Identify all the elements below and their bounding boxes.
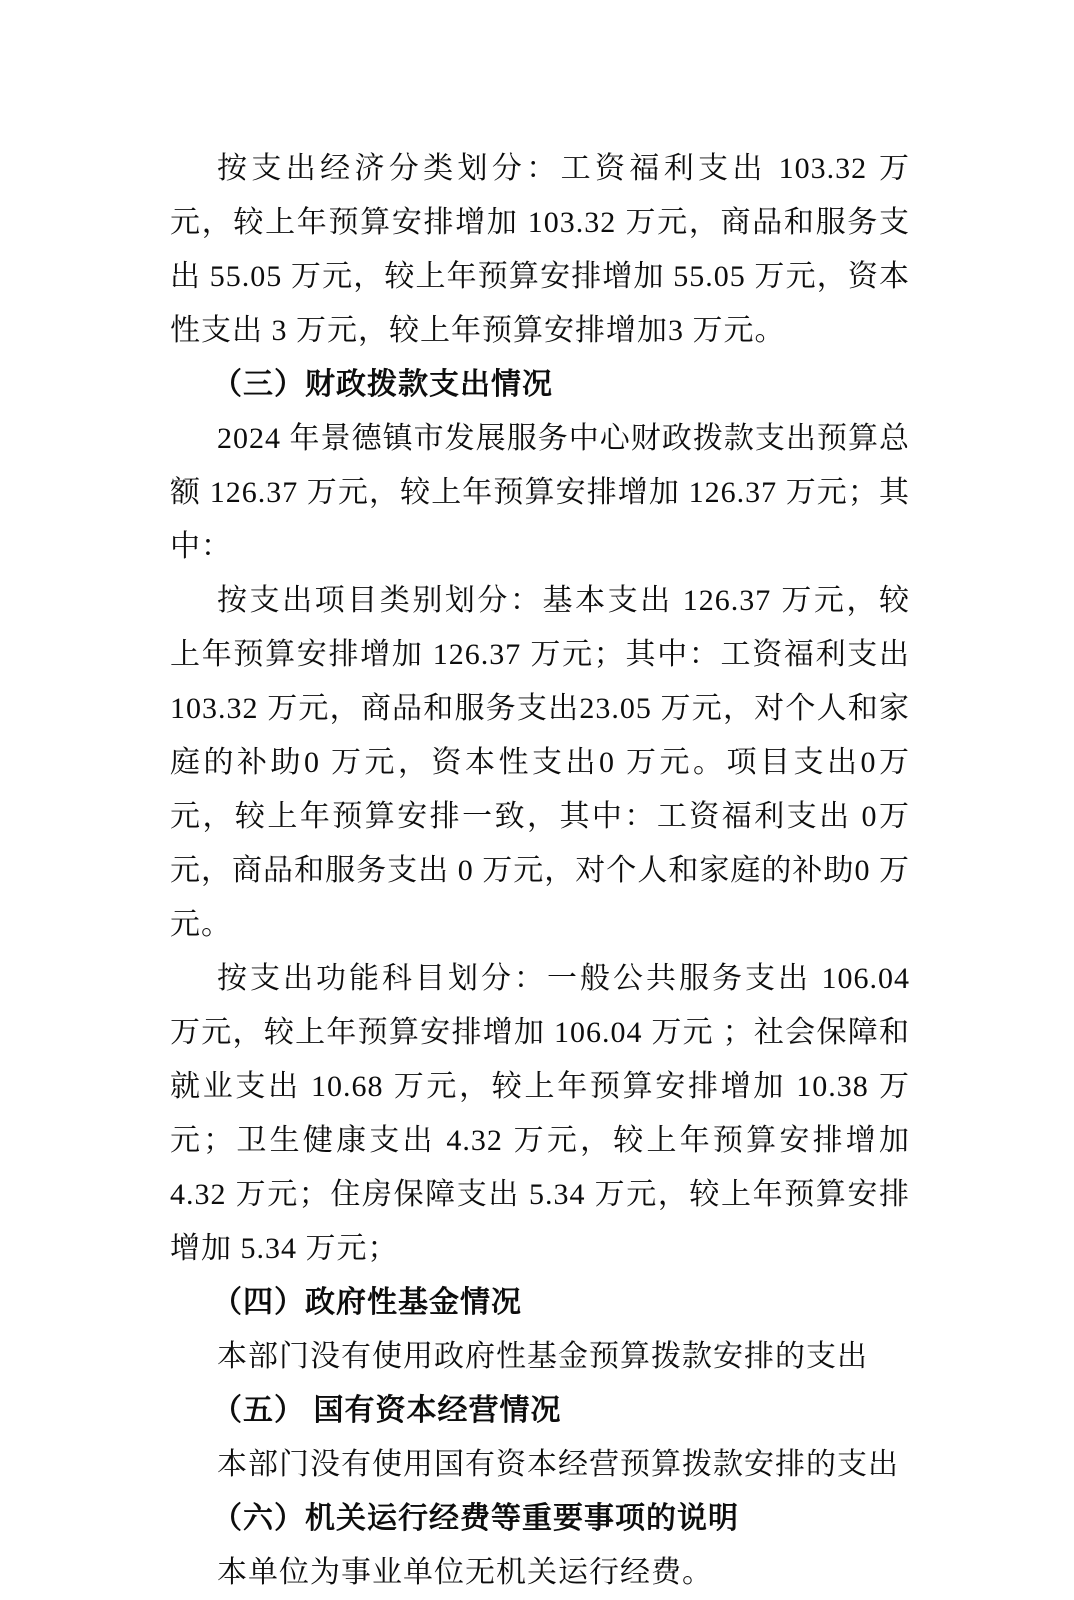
paragraph-expenditure-by-project-category: 按支出项目类别划分：基本支出 126.37 万元，较上年预算安排增加 126.37 万元；其中：工资福利支出 103.32 万元，商品和服务支出23.05 万元，对个人和家庭的补助0 万元，资本性支出0 万元。项目支出0万元，较上年预算安排一致，其中：工资福利支出 0万元，商品和服务支出 0 万元，对个人和家庭的补助0 万元。: [170, 584, 910, 941]
paragraph-state-capital-statement: 本部门没有使用国有资本经营预算拨款安排的支出: [217, 1448, 899, 1481]
section-heading-3-fiscal-appropriation-expenditure: （三）财政拨款支出情况: [212, 368, 553, 401]
paragraph-expenditure-economic-classification: 按支出经济分类划分：工资福利支出 103.32 万元，较上年预算安排增加 103.32 万元，商品和服务支出 55.05 万元，较上年预算安排增加 55.05 万元，资本性支出 3 万元，较上年预算安排增加3 万元。: [170, 152, 910, 347]
section-heading-5-state-capital-operations: （五） 国有资本经营情况: [212, 1394, 562, 1427]
paragraph-government-funds-statement: 本部门没有使用政府性基金预算拨款安排的支出: [217, 1340, 868, 1373]
paragraph-fiscal-appropriation-total: 2024 年景德镇市发展服务中心财政拨款支出预算总额 126.37 万元，较上年预算安排增加 126.37 万元；其中：: [170, 422, 910, 563]
paragraph-expenditure-by-function: 按支出功能科目划分：一般公共服务支出 106.04 万元，较上年预算安排增加 106.04 万元 ；社会保障和就业支出 10.68 万元，较上年预算安排增加 10.38 万元；卫生健康支出 4.32 万元，较上年预算安排增加4.32 万元；住房保障支出 5.34 万元，较上年预算安排增加 5.34 万元；: [170, 962, 910, 1265]
paragraph-agency-operating-expenses-statement: 本单位为事业单位无机关运行经费。: [217, 1556, 713, 1589]
document-body: [170, 142, 910, 1600]
section-heading-4-government-funds: （四）政府性基金情况: [212, 1286, 522, 1319]
section-heading-6-agency-operating-expenses: （六）机关运行经费等重要事项的说明: [212, 1502, 739, 1535]
